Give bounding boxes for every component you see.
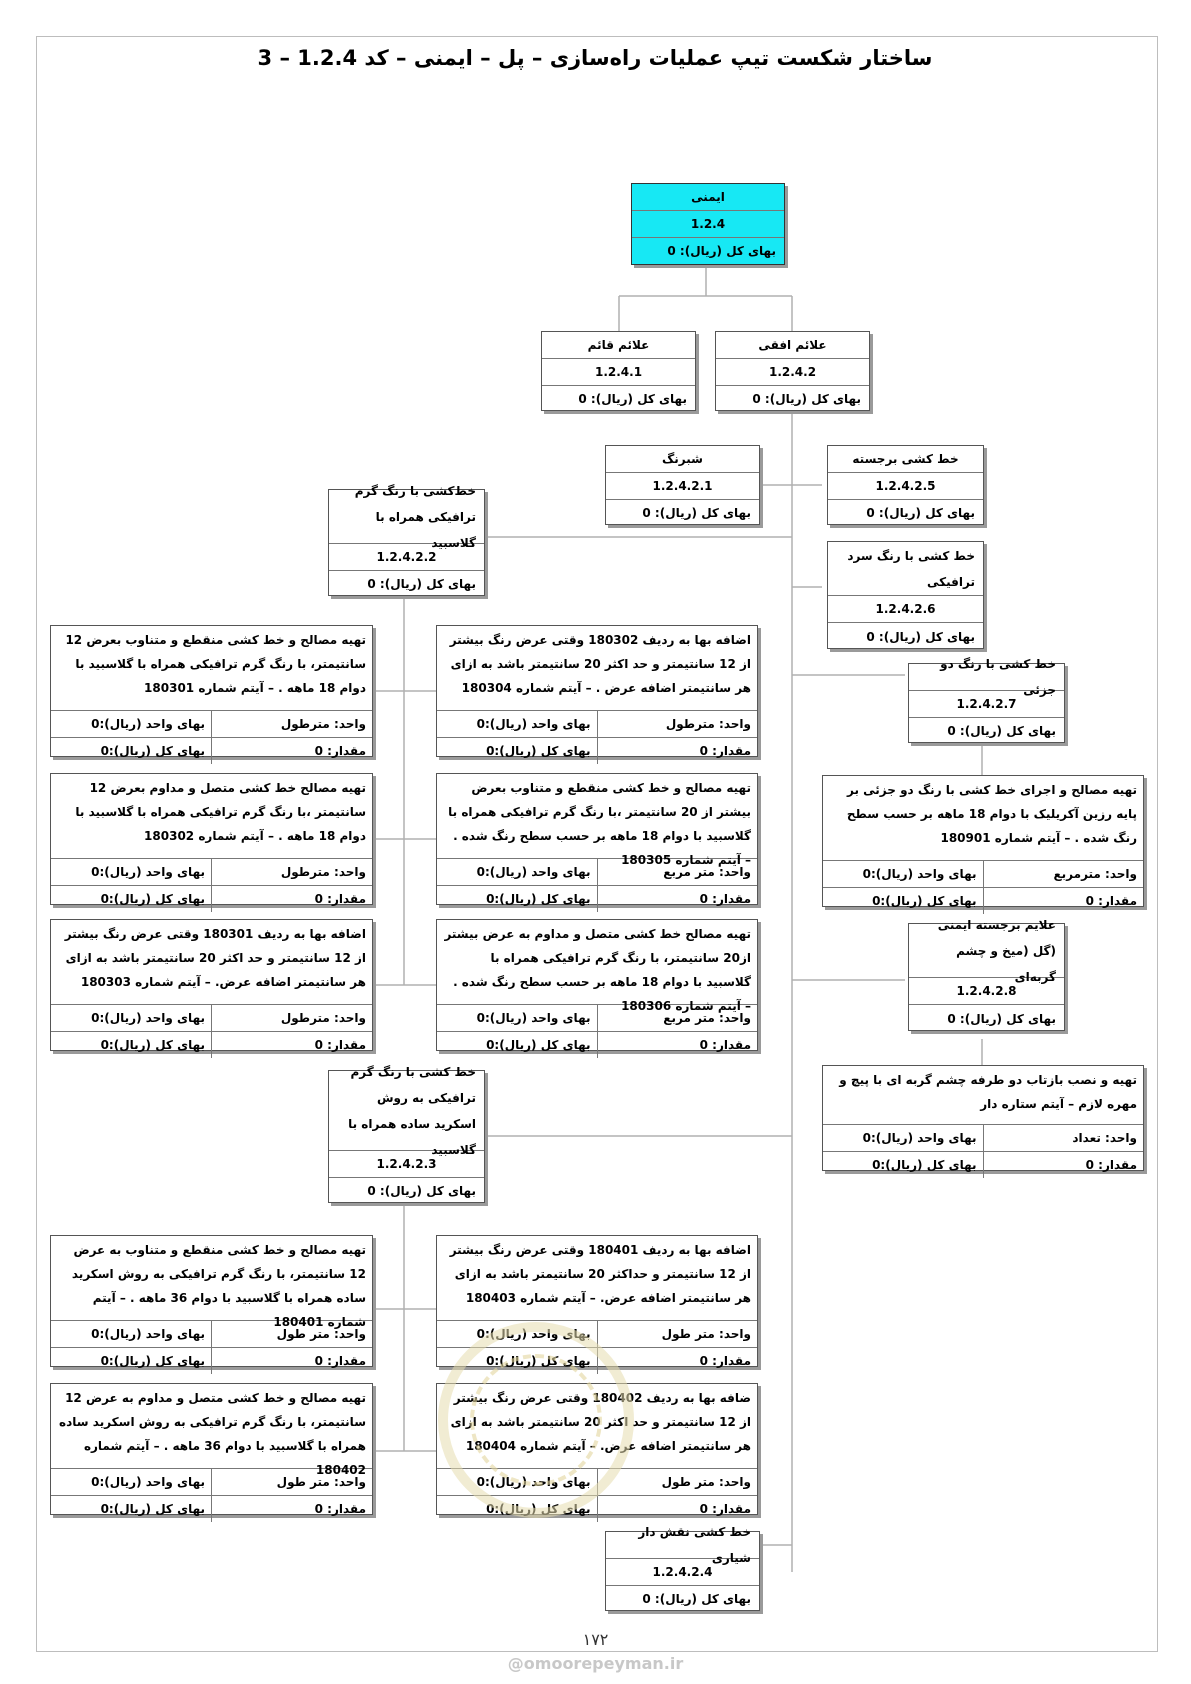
- item-description: تهیه مصالح و خط کشی منقطع و متناوب به عرض 12 سانتیمتر، با رنگ گرم ترافیکی به روش اسکرید ساده همراه با گلاسبید با دوام 36 ماهه . – آیتم شماره 180401: [51, 1236, 372, 1321]
- item-description: تهیه مصالح و اجرای خط کشی با رنگ دو جزئی بر پایه رزین آکریلیک با دوام 18 ماهه بر حسب سطح رنگ شده . – آیتم شماره 180901: [823, 776, 1143, 861]
- node-code: 1.2.4.2.8: [909, 978, 1064, 1005]
- item-unit-price: بهای واحد (ریال):0: [437, 859, 598, 885]
- node-cold-paint: [827, 541, 984, 649]
- item-description: تهیه مصالح خط کشی متصل و مداوم بعرض 12 سانتیمتر ،با رنگ گرم ترافیکی همراه با گلاسبید با دوام 18 ماهه . – آیتم شماره 180302: [51, 774, 372, 859]
- item-total-price: بهای کل (ریال):0: [823, 1152, 984, 1178]
- node-name: خط کشی با رنگ گرم ترافیکی به روش اسکرید ساده همراه با گلاسبید: [329, 1071, 484, 1151]
- page-title: ساختار شکست تیپ عملیات راه‌سازی – پل – ایمنی – کد 1.2.4 – 3: [257, 46, 933, 70]
- item-unit-price: بهای واحد (ریال):0: [51, 711, 212, 737]
- node-code: 1.2.4.2: [716, 359, 869, 386]
- node-total: بهای کل (ریال): 0: [947, 1011, 1056, 1026]
- item-quantity: مقدار: 0: [314, 1038, 366, 1052]
- item-total-price: بهای کل (ریال):0: [437, 1348, 598, 1374]
- node-code: 1.2.4.1: [542, 359, 695, 386]
- node-total: بهای کل (ریال): 0: [578, 392, 687, 406]
- item-description: تهیه مصالح و خط کشی منقطع و متناوب بعرض 12 سانتیمتر، با رنگ گرم ترافیکی همراه با گلاسبید با دوام 18 ماهه . – آیتم شماره 180301: [51, 626, 372, 711]
- item-total-price: بهای کل (ریال):0: [823, 888, 984, 914]
- node-name: خط کشی با رنگ سرد ترافیکی: [828, 542, 983, 596]
- node-code: 1.2.4.2.7: [909, 691, 1064, 718]
- item-unit: واحد: تعداد: [1072, 1131, 1137, 1145]
- item-description: تهیه و نصب بازتاب دو طرفه چشم گربه ای با پیچ و مهره لازم – آیتم ستاره دار: [823, 1066, 1143, 1125]
- item-unit: واحد: مترطول: [280, 1011, 366, 1025]
- item-quantity: مقدار: 0: [1085, 1158, 1137, 1172]
- item-unit: واحد: مترطول: [280, 865, 366, 879]
- node-total: بهای کل (ریال): 0: [866, 506, 975, 520]
- item-quantity: مقدار: 0: [699, 892, 751, 906]
- item-quantity: مقدار: 0: [314, 744, 366, 758]
- item-unit: واحد: متر طول: [661, 1327, 751, 1341]
- item-description: اضافه بها به ردیف 180301 وقتی عرض رنگ بیشتر از 12 سانتیمتر و حد اکثر 20 سانتیمتر باشد به ازای هر سانتیمتر اضافه عرض. – آیتم شماره 180303: [51, 920, 372, 1005]
- node-screed-paint: [328, 1064, 485, 1203]
- item-unit-price: بهای واحد (ریال):0: [437, 1321, 598, 1347]
- node-total: بهای کل (ریال): 0: [752, 392, 861, 406]
- node-name: خط‌کشی با رنگ گرم ترافیکی همراه با گلاسبید: [329, 490, 484, 544]
- node-code: 1.2.4.2.5: [828, 473, 983, 500]
- item-unit-price: بهای واحد (ریال):0: [51, 1469, 212, 1495]
- item-180301: [50, 625, 373, 757]
- node-cat-eye-markers: [908, 917, 1065, 1031]
- connector-root: [619, 266, 792, 331]
- item-total-price: بهای کل (ریال):0: [51, 1348, 212, 1374]
- page-number: ۱۷۲: [582, 1630, 609, 1649]
- node-name: شبرنگ: [606, 446, 759, 473]
- item-unit-price: بهای واحد (ریال):0: [823, 1125, 984, 1151]
- item-unit-price: بهای واحد (ریال):0: [437, 1005, 598, 1031]
- item-description: تهیه مصالح و خط کشی منقطع و متناوب بعرض بیشتر از 20 سانتیمتر ،با رنگ گرم ترافیکی همراه با گلاسبید با دوام 18 ماهه بر حسب سطح رنگ شده . – آیتم شماره 180305: [437, 774, 757, 859]
- node-code: 1.2.4.2.6: [828, 596, 983, 623]
- node-two-part-paint: [908, 657, 1065, 743]
- node-hot-paint-glassbead: [328, 483, 485, 596]
- item-unit-price: بهای واحد (ریال):0: [51, 859, 212, 885]
- item-description: تهیه مصالح خط کشی متصل و مداوم به عرض بیشتر از20 سانتیمتر، با رنگ گرم ترافیکی همراه با گلاسبید با دوام 18 ماهه بر حسب سطح رنگ شده . – آیتم شماره 180306: [437, 920, 757, 1005]
- node-vertical-signs: [541, 331, 696, 411]
- node-total: بهای کل (ریال): 0: [667, 244, 776, 258]
- item-180401: [50, 1235, 373, 1367]
- node-name: ایمنی: [632, 184, 784, 211]
- node-total: بهای کل (ریال): 0: [642, 1592, 751, 1606]
- item-quantity: مقدار: 0: [699, 1354, 751, 1368]
- item-unit: واحد: متر مربع: [663, 1011, 751, 1025]
- node-total: بهای کل (ریال): 0: [947, 724, 1056, 738]
- item-unit: واحد: متر طول: [276, 1327, 366, 1341]
- item-unit: واحد: متر طول: [276, 1475, 366, 1489]
- item-total-price: بهای کل (ریال):0: [51, 886, 212, 912]
- item-description: تهیه مصالح و خط کشی متصل و مداوم به عرض 12 سانتیمتر، با رنگ گرم ترافیکی به روش اسکرید ساده همراه با گلاسبید با دوام 36 ماهه . – آیتم شماره 180402: [51, 1384, 372, 1469]
- item-180305: [436, 773, 758, 905]
- item-quantity: مقدار: 0: [1085, 894, 1137, 908]
- item-total-price: بهای کل (ریال):0: [437, 1496, 598, 1522]
- item-180303: [50, 919, 373, 1051]
- item-quantity: مقدار: 0: [699, 1502, 751, 1516]
- item-total-price: بهای کل (ریال):0: [437, 738, 598, 764]
- node-name: خط کشی برجسته: [828, 446, 983, 473]
- node-total: بهای کل (ریال): 0: [866, 629, 975, 644]
- item-unit-price: بهای واحد (ریال):0: [51, 1005, 212, 1031]
- node-code: 1.2.4.2.2: [329, 544, 484, 571]
- item-quantity: مقدار: 0: [314, 892, 366, 906]
- item-description: ضافه بها به ردیف 180402 وقتی عرض رنگ بیشتر از 12 سانتیمتر و حد اکثر 20 سانتیمتر باشد به ازای هر سانتیمتر اضافه عرض. – آیتم شماره 180404: [437, 1384, 757, 1469]
- item-quantity: مقدار: 0: [314, 1354, 366, 1368]
- node-raised-marking: [827, 445, 984, 525]
- node-total: بهای کل (ریال): 0: [642, 506, 751, 520]
- item-quantity: مقدار: 0: [699, 744, 751, 758]
- item-star-reflector: [822, 1065, 1144, 1171]
- item-unit-price: بهای واحد (ریال):0: [437, 1469, 598, 1495]
- node-code: 1.2.4: [632, 211, 784, 238]
- item-total-price: بهای کل (ریال):0: [437, 886, 598, 912]
- item-quantity: مقدار: 0: [699, 1038, 751, 1052]
- item-unit-price: بهای واحد (ریال):0: [437, 711, 598, 737]
- item-unit: واحد: مترمربع: [1053, 867, 1137, 881]
- item-total-price: بهای کل (ریال):0: [437, 1032, 598, 1058]
- node-safety-root: [631, 183, 785, 265]
- node-total: بهای کل (ریال): 0: [367, 1184, 476, 1198]
- node-name: علایم برجسته ایمنی (گل (میخ و چشم گربه‌ای: [909, 924, 1064, 978]
- item-unit: واحد: مترطول: [280, 717, 366, 731]
- node-zebra: [605, 445, 760, 525]
- item-180402: [50, 1383, 373, 1515]
- item-unit-price: بهای واحد (ریال):0: [823, 861, 984, 887]
- node-name: علائم قائم: [542, 332, 695, 359]
- node-name: خط کشی نقش دار شیاری: [606, 1532, 759, 1559]
- item-description: اضافه بها به ردیف 180302 وقتی عرض رنگ بیشتر از 12 سانتیمتر و حد اکثر 20 سانتیمتر باشد به ازای هر سانتیمتر اضافه عرض . – آیتم شماره 180304: [437, 626, 757, 711]
- item-unit: واحد: متر طول: [661, 1475, 751, 1489]
- item-180304: [436, 625, 758, 757]
- node-total: بهای کل (ریال): 0: [367, 577, 476, 591]
- item-total-price: بهای کل (ریال):0: [51, 1032, 212, 1058]
- item-unit: واحد: متر مربع: [663, 865, 751, 879]
- item-180901: [822, 775, 1144, 907]
- node-code: 1.2.4.2.4: [606, 1559, 759, 1586]
- node-code: 1.2.4.2.1: [606, 473, 759, 500]
- item-total-price: بهای کل (ریال):0: [51, 1496, 212, 1522]
- node-code: 1.2.4.2.3: [329, 1151, 484, 1178]
- item-unit-price: بهای واحد (ریال):0: [51, 1321, 212, 1347]
- connector-hot-glass: [372, 591, 436, 985]
- node-horizontal-signs: [715, 331, 870, 411]
- connector-screed: [372, 1204, 436, 1451]
- item-description: اضافه بها به ردیف 180401 وقتی عرض رنگ بیشتر از 12 سانتیمتر و حداکثر 20 سانتیمتر باشد به ازای هر سانتیمتر اضافه عرض. – آیتم شماره 180403: [437, 1236, 757, 1321]
- watermark-url: @omoorepeyman.ir: [507, 1654, 684, 1673]
- item-180302: [50, 773, 373, 905]
- watermark-seal-inner: [470, 1354, 602, 1486]
- item-total-price: بهای کل (ریال):0: [51, 738, 212, 764]
- item-quantity: مقدار: 0: [314, 1502, 366, 1516]
- node-name: علائم افقی: [716, 332, 869, 359]
- item-unit: واحد: مترطول: [665, 717, 751, 731]
- node-name: خط کشی با رنگ دو جزئی: [909, 664, 1064, 691]
- item-180306: [436, 919, 758, 1051]
- node-grooved-marking: [605, 1525, 760, 1611]
